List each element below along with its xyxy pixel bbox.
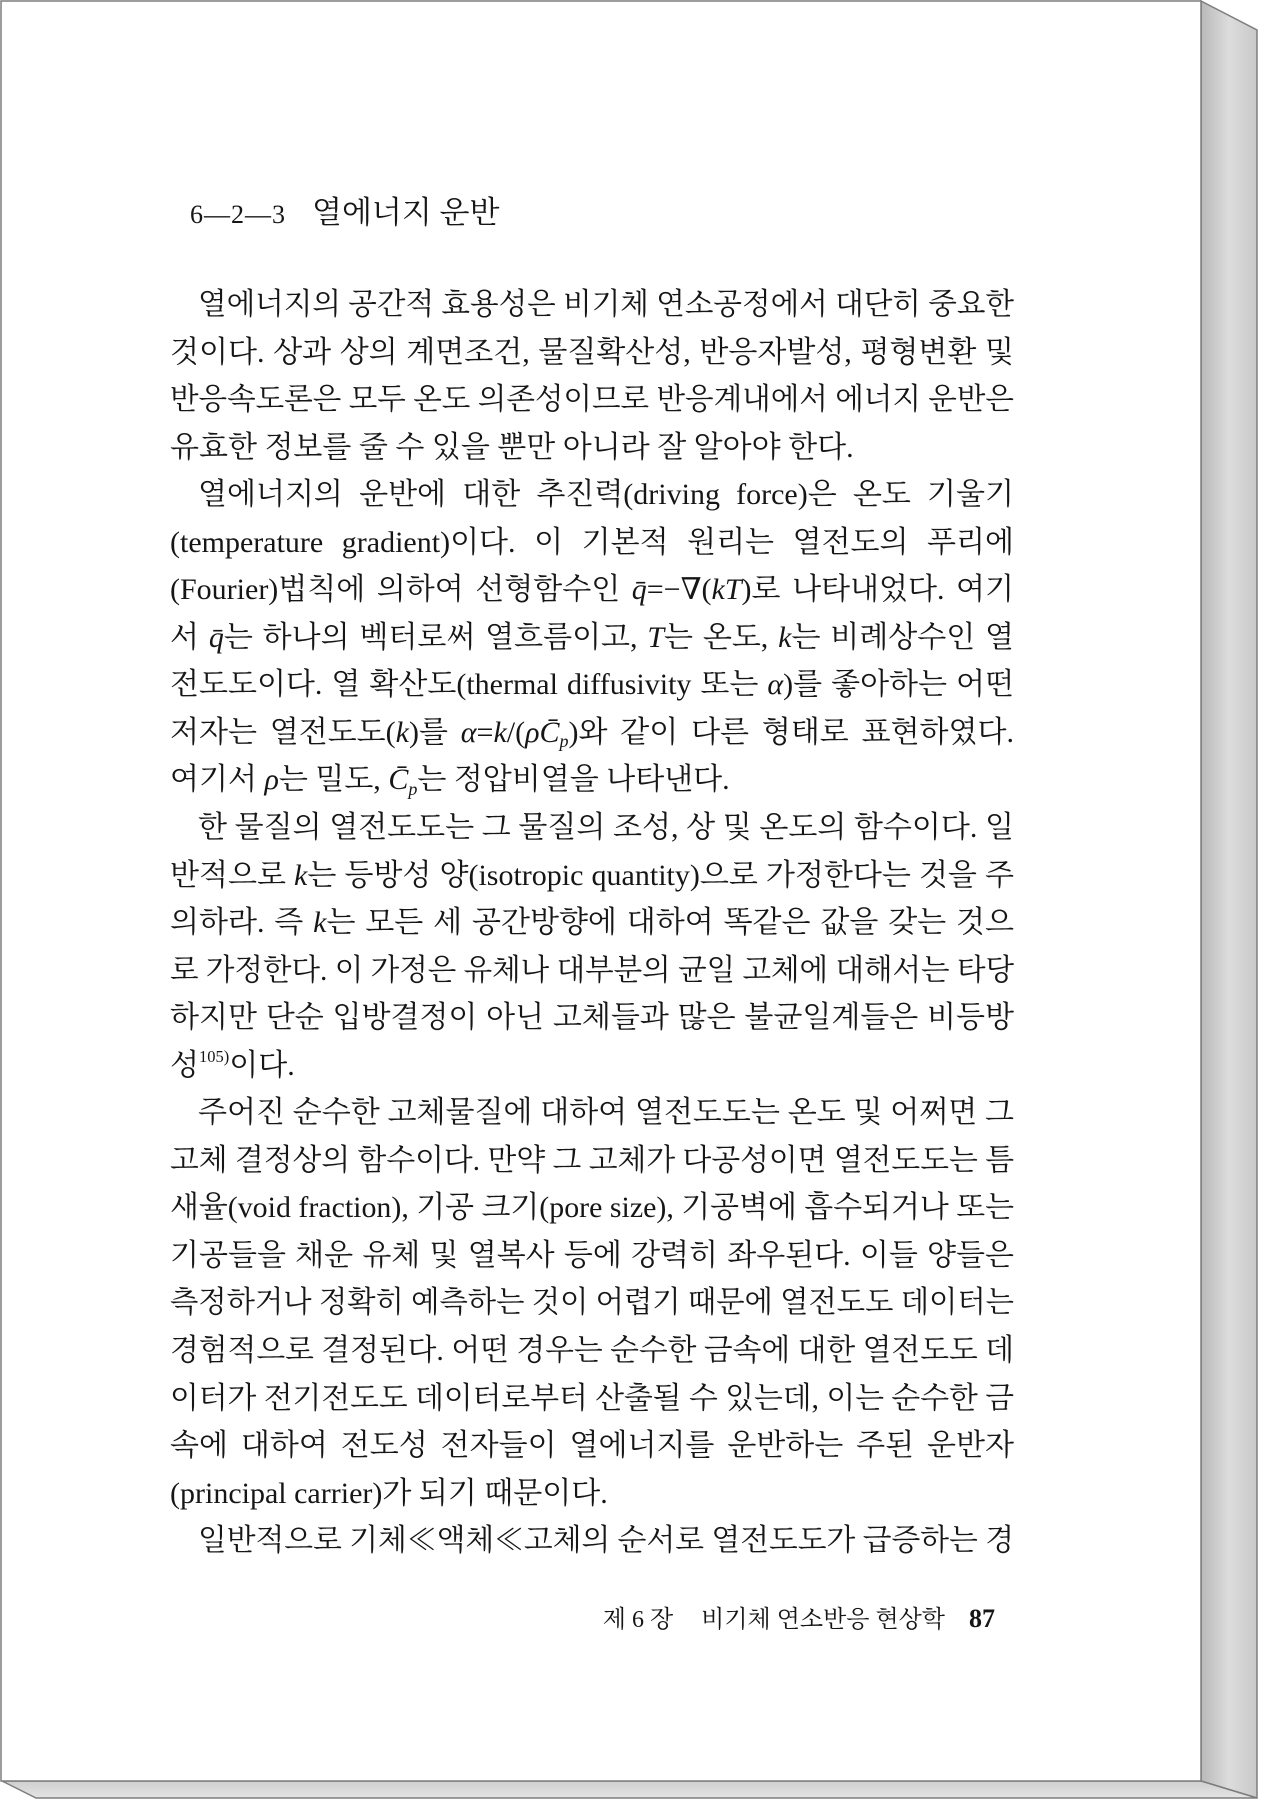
text-line	[170, 756, 1014, 804]
text-run: 열에너지의 공간적 효용성은 비기체 연소공정에서 대단히 중요한	[198, 288, 1014, 321]
paragraph	[170, 1517, 1014, 1565]
text-line-content	[170, 1470, 608, 1518]
text-line	[170, 1184, 1014, 1232]
text-line-content	[170, 424, 854, 472]
text-run: 이다.	[229, 1048, 295, 1082]
text-line-content	[170, 1279, 1014, 1327]
section-title: 열에너지 운반	[312, 195, 500, 230]
text-run: 측정하거나 정확히 예측하는 것이 어렵기 때문에 열전도도 데이터는	[170, 1286, 1014, 1320]
text-line-content	[170, 947, 1014, 995]
text-line	[170, 1375, 1014, 1423]
text-line-content	[170, 1042, 295, 1090]
text-run: =−∇(	[646, 573, 712, 607]
math-symbol: C̄	[539, 715, 560, 749]
text-run: 고체 결정상의 함수이다. 만약 그 고체가 다공성이면 열전도도는 틈	[170, 1143, 1014, 1177]
text-run: /(	[506, 715, 526, 749]
text-line	[170, 1327, 1014, 1375]
math-symbol: α	[460, 715, 477, 749]
text-run: 한 물질의 열전도도는 그 물질의 조성, 상 및 온도의 함수이다. 일	[198, 811, 1014, 845]
text-run: 저자는 열전도도(	[170, 715, 396, 749]
text-run: 열에너지의 운반에 대한 추진력(driving force)은 온도 기울기	[198, 478, 1014, 512]
text-run: 전도도이다. 열 확산도(thermal diffusivity 또는	[170, 668, 768, 702]
text-line	[198, 281, 1014, 329]
math-symbol: α	[767, 668, 784, 702]
text-line-content	[170, 1422, 1014, 1470]
chapter-label: 제 6 장	[602, 1607, 674, 1633]
text-line	[170, 1422, 1014, 1470]
text-line	[170, 1470, 1014, 1518]
text-run: =	[476, 715, 494, 749]
text-run: 것이다. 상과 상의 계면조건, 물질확산성, 반응자발성, 평형변환 및	[170, 335, 1014, 369]
math-symbol: k	[313, 906, 327, 940]
math-symbol: C̄	[388, 763, 409, 797]
text-run: 는 모든 세 공간방향에 대하여 똑같은 값을 갖는 것으	[326, 906, 1014, 940]
math-symbol: k	[778, 620, 792, 654]
text-run: )를	[409, 715, 461, 749]
text-run: )와 같이 다른 형태로 표현하였다.	[568, 715, 1014, 749]
text-run: 는 정압비열을 나타낸다.	[417, 763, 730, 797]
text-run: 여기서	[170, 763, 265, 797]
text-line	[170, 709, 1014, 757]
text-line-content	[170, 709, 1014, 757]
text-line	[170, 519, 1014, 567]
text-line	[170, 852, 1014, 900]
math-symbol: ρ	[264, 763, 279, 797]
text-run: 는 등방성 양(isotropic quantity)으로 가정한다는 것을 주	[307, 858, 1014, 892]
text-line-content	[170, 852, 1014, 900]
text-run: 일반적으로 기체≪액체≪고체의 순서로 열전도도가 급증하는 경	[198, 1524, 1014, 1558]
paragraph	[170, 804, 1014, 1089]
math-symbol: ρ	[525, 715, 540, 749]
paragraph	[170, 281, 1014, 471]
text-line-content	[198, 804, 1014, 852]
text-line	[170, 1137, 1014, 1185]
page-edge-bottom	[2, 1781, 1257, 1798]
text-line	[198, 804, 1014, 852]
text-line-content	[170, 899, 1014, 947]
text-line	[170, 661, 1014, 709]
text-line-content	[170, 566, 1014, 614]
math-symbol: kT	[711, 573, 742, 607]
text-line-content	[170, 519, 1014, 567]
text-run: 는 하나의 벡터로써 열흐름이고,	[223, 620, 648, 654]
text-line	[170, 1042, 1014, 1090]
text-run: (temperature gradient)이다. 이 기본적 원리는 열전도의 푸리에	[170, 525, 1014, 559]
section-number: 6—2—3	[190, 200, 286, 229]
footnote-reference: 105)	[198, 1047, 230, 1067]
math-symbol: k	[395, 715, 409, 749]
text-run: 기공들을 채운 유체 및 열복사 등에 강력히 좌우된다. 이들 양들은	[170, 1238, 1014, 1272]
page-number: 87	[969, 1604, 995, 1633]
text-run: 성	[170, 1048, 199, 1082]
text-line	[170, 994, 1014, 1042]
text-run: 새율(void fraction), 기공 크기(pore size), 기공벽에 흡수되거나 또는	[170, 1191, 1014, 1225]
chapter-title: 비기체 연소반응 현상학	[701, 1607, 945, 1633]
text-run: )로 나타내었다. 여기	[741, 573, 1014, 607]
text-line	[198, 471, 1014, 519]
text-run: 속에 대하여 전도성 전자들이 열에너지를 운반하는 주된 운반자	[170, 1429, 1014, 1463]
text-line-content	[198, 1089, 1014, 1137]
text-line-content	[198, 281, 1014, 329]
text-line	[170, 1232, 1014, 1280]
math-symbol: T	[647, 620, 665, 654]
text-run: (Fourier)법칙에 의하여 선형함수인	[170, 573, 632, 607]
text-run: 주어진 순수한 고체물질에 대하여 열전도도는 온도 및 어쩌면 그	[198, 1096, 1014, 1130]
text-line-content	[170, 1232, 1014, 1280]
text-line-content	[170, 376, 1014, 424]
text-line	[170, 376, 1014, 424]
paragraph	[170, 1089, 1014, 1517]
text-line	[170, 947, 1014, 995]
text-line	[170, 1279, 1014, 1327]
math-symbol: q̄	[208, 620, 224, 654]
text-run: 는 비례상수인 열	[791, 620, 1014, 654]
text-run: 유효한 정보를 줄 수 있을 뿐만 아니라 잘 알아야 한다.	[170, 430, 854, 464]
text-line-content	[170, 1137, 1014, 1185]
text-line-content	[170, 661, 1014, 709]
text-line-content	[170, 1184, 1014, 1232]
running-footer	[603, 1601, 995, 1637]
text-run: 반응속도론은 모두 온도 의존성이므로 반응계내에서 에너지 운반은	[170, 383, 1014, 417]
paragraph	[170, 471, 1014, 804]
text-line	[198, 1517, 1014, 1565]
text-line-content	[198, 471, 1014, 519]
text-run: )를 좋아하는 어떤	[783, 668, 1014, 702]
text-run: 경험적으로 결정된다. 어떤 경우는 순수한 금속에 대한 열전도도 데	[170, 1334, 1014, 1368]
text-line-content	[170, 329, 1014, 377]
section-heading	[190, 189, 499, 237]
text-run: 로 가정한다. 이 가정은 유체나 대부분의 균일 고체에 대해서는 타당	[170, 953, 1014, 987]
math-symbol: q̄	[631, 573, 647, 607]
text-run: 서	[170, 620, 209, 654]
text-line	[170, 329, 1014, 377]
math-symbol: k	[294, 858, 308, 892]
text-run: 하지만 단순 입방결정이 아닌 고체들과 많은 불균일계들은 비등방	[170, 1001, 1014, 1035]
text-line	[170, 566, 1014, 614]
text-line	[170, 899, 1014, 947]
text-line-content	[170, 614, 1014, 662]
math-subscript: p	[559, 730, 569, 751]
page-edge-right	[1201, 1, 1257, 1798]
text-line-content	[170, 1327, 1014, 1375]
text-line-content	[170, 1375, 1014, 1423]
text-line-content	[170, 994, 1014, 1042]
text-line	[198, 1089, 1014, 1137]
text-run: 의하라. 즉	[170, 906, 314, 940]
math-subscript: p	[408, 778, 418, 799]
text-run: 는 온도,	[664, 620, 779, 654]
text-run: 이터가 전기전도도 데이터로부터 산출될 수 있는데, 이는 순수한 금	[170, 1381, 1014, 1415]
body-text	[170, 281, 1014, 1565]
text-run: 반적으로	[170, 858, 295, 892]
text-line-content	[198, 1517, 1014, 1565]
text-line	[170, 614, 1014, 662]
text-run: (principal carrier)가 되기 때문이다.	[170, 1476, 608, 1510]
text-line	[170, 424, 1014, 472]
text-line-content	[170, 756, 730, 804]
math-symbol: k	[493, 715, 507, 749]
text-run: 는 밀도,	[278, 763, 389, 797]
